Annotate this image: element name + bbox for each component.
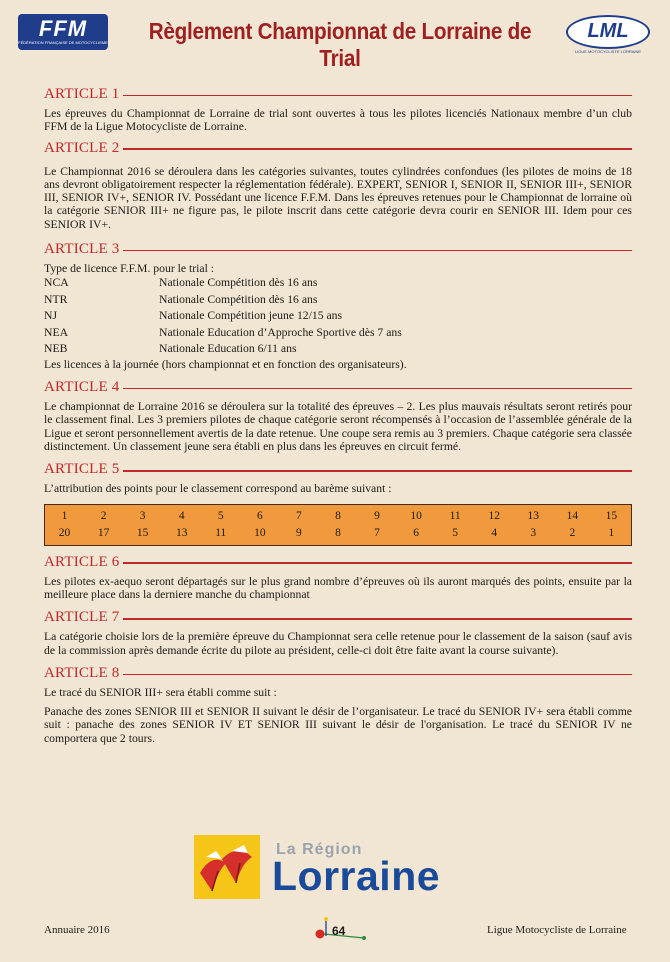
region-lorraine-logo [192,833,492,903]
page-number: 64 [312,914,372,946]
place-cell: 4 [178,509,185,522]
place-cell: 8 [335,509,341,522]
article-3 [44,241,632,371]
heading-rule [123,95,632,97]
licence-intro: Type de licence F.F.M. pour le trial : [44,262,214,276]
heading-rule [123,618,632,620]
heading-rule [123,148,632,150]
article-heading: ARTICLE 6 [44,554,632,571]
heading-rule [123,388,632,390]
points-cell: 13 [175,526,188,539]
points-cell: 6 [413,526,419,539]
footer-annuaire: Annuaire 2016 [44,924,110,936]
points-cell: 4 [491,526,498,539]
points-cell: 8 [335,526,341,539]
article-heading: ARTICLE 3 [44,241,632,258]
article-heading: ARTICLE 1 [44,86,632,103]
region-emblem-icon [192,833,262,901]
article-text: Le championnat de Lorraine 2016 se déroulera sur la totalité des épreuves – 2. Les plus mauvais résultats seront retirés pour le classement final. Les 3 premiers pilotes de chaque catégorie seront récompensés à l’occasion de l’assemblée générale de la Ligue et seront personnellement avertis de la date retenue. Une coupe sera remis au 3 premiers. Chaque catégorie sera classée distinctement. Un classement jeune sera établi en plus dans les épreuves en circuit fermé. [44,400,632,454]
article-2 [44,140,632,231]
place-cell: 7 [296,509,302,522]
article-heading: ARTICLE 7 [44,609,632,626]
heading-rule [123,470,632,472]
heading-rule [123,674,632,676]
points-cell: 9 [296,526,302,539]
place-cell: 5 [217,509,224,522]
place-cell: 14 [566,509,579,522]
page-header [0,0,670,71]
points-cell: 20 [58,526,71,539]
article-4 [44,379,632,453]
place-cell: 11 [449,509,461,522]
article-text: Le Championnat 2016 se déroulera dans les catégories suivantes, toutes cylindrées confondues (les pilotes de moins de 18 ans devront obligatoirement respecter la réglementation fédérale). EXPERT, SENIOR I, SENIOR II, SENIOR III+, SENIOR III, SENIOR IV+, SENIOR IV. Possédant une licence F.F.M. Dans les épreuves retenues pour le Championnat de lorraine où la catégorie SENIOR III+ ne figure pas, le pilote inscrit dans cette catégorie devra courir en SENIOR III. Idem pour ces SENIOR IV+. [44,164,632,231]
article-heading: ARTICLE 2 [44,140,632,157]
article-text: Les pilotes ex-aequo seront départagés sur le plus grand nombre d’épreuves où ils auront marqués des points, ensuite par la meilleure place dans la derniere manche du championnat [44,574,632,601]
points-cell: 5 [452,526,459,539]
document-body [44,80,632,745]
ffm-logo: FFM FÉDÉRATION FRANÇAISE DE MOTOCYCLISME [18,14,108,50]
licence-outro: Les licences à la journée (hors championnat et en fonction des organisateurs). [44,357,407,371]
licence-row: NTR Nationale Compétition dès 16 ans [44,292,318,306]
place-cell: 3 [139,509,146,522]
article-heading: ARTICLE 8 [44,665,632,682]
article-5 [44,461,632,545]
place-cell: 15 [605,509,618,522]
points-cell: 3 [530,526,537,539]
points-cell: 15 [136,526,149,539]
region-line2: Lorraine [272,853,441,899]
region-line1: La Région [276,841,363,858]
place-cell: 9 [374,509,380,522]
article-text: Les épreuves du Championnat de Lorraine de trial sont ouvertes à tous les pilotes licenciés Nationaux membre d’un club FFM de la Ligue Motocycliste de Lorraine. [44,107,632,134]
place-cell: 2 [100,509,107,522]
page-title: Règlement Championnat de Lorraine de Trial [148,18,532,71]
points-cell: 7 [374,526,380,539]
points-table [44,504,632,546]
article-7 [44,609,632,657]
article-text: Le tracé du SENIOR III+ sera établi comme suit : [44,685,277,699]
article-1 [44,86,632,134]
article-heading: ARTICLE 5 [44,461,632,478]
footer-ligue: Ligue Motocycliste de Lorraine [487,924,627,936]
lml-logo: LML LIGUE MOTOCYCLISTE LORRAINE [566,14,650,54]
points-cell: 11 [215,526,227,539]
article-text: Panache des zones SENIOR III et SENIOR II suivant le désir de l’organisateur. Le tracé du SENIOR IV+ sera établi comme suit : panache des zones SENIOR IV ET SENIOR III suivant le désir de l'organisation. Le tracé du SENIOR IV ne comportera que 2 tours. [44,705,632,745]
article-text: L’attribution des points pour le classement correspond au barème suivant : [44,482,392,496]
place-cell: 12 [488,509,500,522]
places-row [45,508,631,525]
points-cell: 2 [569,526,576,539]
place-cell: 6 [256,509,263,522]
place-cell: 13 [527,509,540,522]
licence-row: NEA Nationale Education d’Approche Sportive dès 7 ans [44,325,402,339]
licence-row: NCA Nationale Compétition dès 16 ans [44,276,318,290]
points-row [45,525,631,542]
article-6 [44,554,632,602]
article-8 [44,665,632,745]
points-cell: 17 [97,526,110,539]
points-cell: 1 [608,526,615,539]
heading-rule [123,250,632,252]
article-text: La catégorie choisie lors de la première épreuve du Championnat sera celle retenue pour le classement de la saison (sauf avis de la commission après demande écrite du pilote au président, celle-ci doit être faite avant la course suivante). [44,630,632,657]
article-heading: ARTICLE 4 [44,379,632,396]
place-cell: 10 [410,509,422,522]
licence-row: NEB Nationale Education 6/11 ans [44,342,297,356]
place-cell: 1 [61,509,68,522]
points-cell: 10 [254,526,266,539]
heading-rule [123,562,632,564]
licence-row: NJ Nationale Compétition jeune 12/15 ans [44,309,343,323]
